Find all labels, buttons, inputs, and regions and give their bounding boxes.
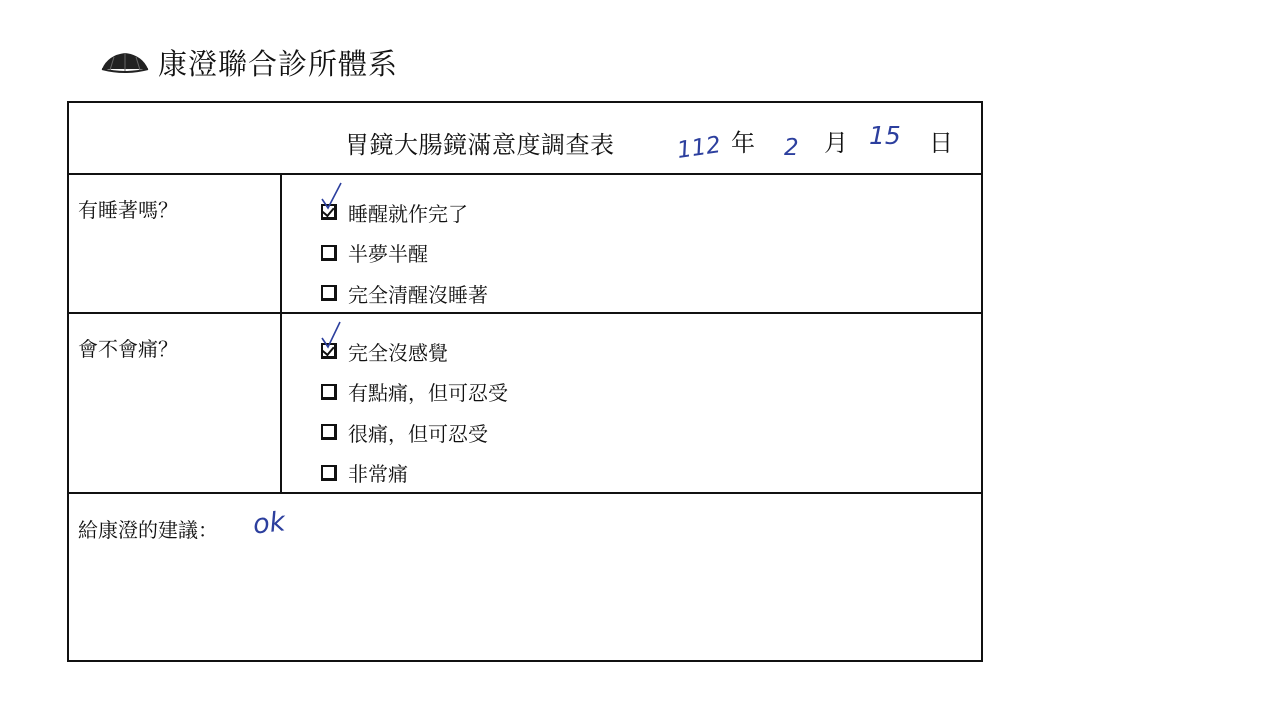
option-item[interactable] <box>321 233 488 274</box>
suggestion-label: 給康澄的建議： <box>78 518 218 542</box>
option-item[interactable] <box>321 372 508 413</box>
options-list <box>321 192 488 314</box>
option-label: 完全沒感覺 <box>348 340 448 365</box>
suggestion-handwriting[interactable]: ok <box>251 506 287 541</box>
checkbox[interactable] <box>321 384 337 400</box>
column-divider <box>280 175 282 312</box>
options-list <box>321 331 508 493</box>
handwritten-check-icon <box>319 181 345 213</box>
option-label: 睡醒就作完了 <box>348 201 468 226</box>
form-title-row <box>69 103 981 175</box>
question-label: 有睡著嗎？ <box>78 198 178 222</box>
clinic-name: 康澄聯合診所體系 <box>158 46 399 81</box>
year-label: 年 <box>731 129 755 157</box>
month-value: 2 <box>784 135 799 161</box>
option-item[interactable] <box>321 412 508 453</box>
checkbox[interactable] <box>321 285 337 301</box>
survey-form <box>67 101 983 662</box>
option-label: 半夢半醒 <box>348 242 428 267</box>
option-item[interactable] <box>321 273 488 314</box>
option-item[interactable] <box>321 453 508 494</box>
checkbox[interactable] <box>321 245 337 261</box>
month-label: 月 <box>824 129 848 157</box>
option-item[interactable] <box>321 192 488 233</box>
column-divider <box>280 314 282 492</box>
fan-logo-icon <box>100 49 150 75</box>
option-label: 有點痛，但可忍受 <box>348 381 508 406</box>
form-title: 胃鏡大腸鏡滿意度調查表 <box>345 131 615 159</box>
question-label: 會不會痛？ <box>78 337 178 361</box>
checkbox[interactable] <box>321 465 337 481</box>
question-pain-row <box>69 314 981 494</box>
option-label: 完全清醒沒睡著 <box>348 282 488 307</box>
checkbox[interactable] <box>321 424 337 440</box>
clinic-header <box>100 42 398 82</box>
option-label: 很痛，但可忍受 <box>348 421 488 446</box>
suggestion-row <box>69 494 981 660</box>
handwritten-check-icon <box>319 320 345 352</box>
year-value: 112 <box>675 132 723 164</box>
option-label: 非常痛 <box>348 462 408 487</box>
question-sleep-row <box>69 175 981 314</box>
option-item[interactable] <box>321 331 508 372</box>
day-label: 日 <box>929 129 953 157</box>
day-value: 15 <box>869 121 901 150</box>
